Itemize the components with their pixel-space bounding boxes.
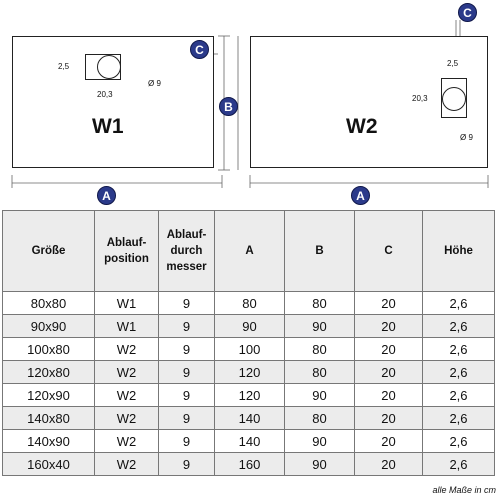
cell-drain-position: W2 [95,407,159,430]
w1-drain-diameter: Ø 9 [148,79,161,88]
cell-drain-position: W2 [95,453,159,476]
cell-height: 2,6 [423,315,495,338]
header-height: Höhe [423,211,495,292]
header-size: Größe [3,211,95,292]
w2-drain-diameter: Ø 9 [460,133,473,142]
marker-b: B [219,97,238,116]
cell-size: 100x80 [3,338,95,361]
cell-size: 90x90 [3,315,95,338]
cell-b: 90 [285,453,355,476]
cell-drain-position: W2 [95,338,159,361]
cell-b: 80 [285,338,355,361]
cell-drain-diameter: 9 [159,338,215,361]
cell-c: 20 [355,384,423,407]
marker-c-w1: C [190,40,209,59]
cell-b: 90 [285,430,355,453]
drain-w2 [442,87,466,111]
cell-drain-diameter: 9 [159,361,215,384]
cell-drain-diameter: 9 [159,407,215,430]
cell-c: 20 [355,292,423,315]
table-row [3,292,495,315]
cell-c: 20 [355,315,423,338]
cell-size: 120x80 [3,361,95,384]
tray-w2-label: W2 [346,115,378,138]
cell-b: 80 [285,292,355,315]
header-b: B [285,211,355,292]
cell-size: 120x90 [3,384,95,407]
w1-dim-width: 2,5 [58,62,70,71]
cell-height: 2,6 [423,361,495,384]
cell-height: 2,6 [423,407,495,430]
cell-drain-position: W2 [95,430,159,453]
cell-b: 80 [285,407,355,430]
w1-dim-length: 20,3 [97,90,113,99]
cell-c: 20 [355,361,423,384]
cell-c: 20 [355,430,423,453]
cell-drain-position: W1 [95,315,159,338]
cell-height: 2,6 [423,430,495,453]
cell-a: 120 [215,361,285,384]
cell-drain-position: W1 [95,292,159,315]
w2-dim-width: 2,5 [447,59,459,68]
drain-w1 [97,55,121,79]
cell-a: 140 [215,430,285,453]
cell-c: 20 [355,407,423,430]
cell-size: 140x90 [3,430,95,453]
cell-drain-diameter: 9 [159,292,215,315]
cell-drain-diameter: 9 [159,315,215,338]
marker-a-w1: A [97,186,116,205]
table-row [3,338,495,361]
header-drain-position: Ablauf- position [95,211,159,292]
spec-table [2,210,495,476]
table-row [3,361,495,384]
cell-drain-diameter: 9 [159,453,215,476]
cell-c: 20 [355,338,423,361]
table-row [3,315,495,338]
header-drain-diameter: Ablauf- durch messer [159,211,215,292]
cell-a: 80 [215,292,285,315]
cell-height: 2,6 [423,338,495,361]
marker-a-w2: A [351,186,370,205]
cell-size: 160x40 [3,453,95,476]
units-footnote: alle Maße in cm [432,485,496,495]
w2-dim-length: 20,3 [412,94,428,103]
header-a: A [215,211,285,292]
cell-size: 140x80 [3,407,95,430]
table-row [3,453,495,476]
cell-drain-position: W2 [95,361,159,384]
cell-drain-position: W2 [95,384,159,407]
table-header-row [3,211,495,292]
cell-c: 20 [355,453,423,476]
cell-a: 140 [215,407,285,430]
table-row [3,384,495,407]
cell-height: 2,6 [423,453,495,476]
cell-size: 80x80 [3,292,95,315]
cell-b: 90 [285,315,355,338]
table-body [3,292,495,476]
header-c: C [355,211,423,292]
cell-a: 120 [215,384,285,407]
cell-a: 160 [215,453,285,476]
cell-b: 80 [285,361,355,384]
cell-height: 2,6 [423,384,495,407]
cell-drain-diameter: 9 [159,384,215,407]
table-row [3,407,495,430]
table-row [3,430,495,453]
cell-height: 2,6 [423,292,495,315]
cell-a: 100 [215,338,285,361]
cell-a: 90 [215,315,285,338]
tray-w1-label: W1 [92,115,124,138]
marker-c-w2: C [458,3,477,22]
cell-b: 90 [285,384,355,407]
cell-drain-diameter: 9 [159,430,215,453]
